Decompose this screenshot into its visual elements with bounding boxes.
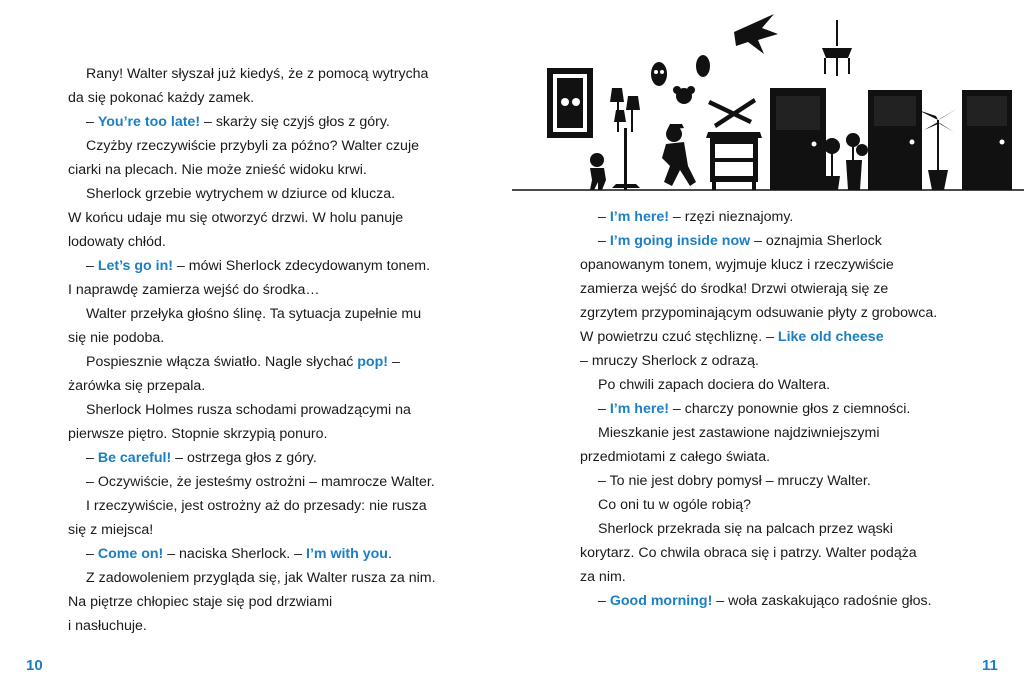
text-line: [68, 518, 448, 542]
text-segment: –: [598, 209, 610, 225]
text-segment: – skarży się czyjś głos z góry.: [200, 114, 390, 130]
english-phrase: Let’s go in!: [97, 258, 173, 274]
text-segment: lodowaty chłód.: [68, 234, 166, 250]
text-line: [68, 374, 448, 398]
text-line: [580, 541, 965, 565]
text-segment: –: [86, 546, 98, 562]
text-line: [68, 86, 448, 110]
text-segment: – mówi Sherlock zdecydowanym tonem.: [172, 258, 431, 274]
text-line: [580, 493, 965, 517]
text-segment: – naciska Sherlock. –: [163, 546, 306, 562]
text-line: [68, 422, 448, 446]
text-segment: i nasłuchuje.: [68, 618, 147, 634]
text-segment: W końcu udaje mu się otworzyć drzwi. W holu panuje: [68, 210, 404, 226]
text-segment: –: [86, 114, 98, 130]
text-line: [68, 134, 448, 158]
text-segment: opanowanym tonem, wyjmuje klucz i rzeczywiście: [580, 257, 894, 273]
text-line: [580, 229, 965, 253]
english-phrase: I’m going inside now: [609, 233, 751, 249]
text-segment: –: [388, 354, 400, 370]
text-segment: I naprawdę zamierza wejść do środka…: [68, 282, 320, 298]
text-line: [68, 158, 448, 182]
text-line: [68, 470, 448, 494]
english-phrase: Good morning!: [609, 593, 713, 609]
page-number-left: 10: [26, 657, 43, 674]
text-segment: Na piętrze chłopiec staje się pod drzwiami: [68, 594, 333, 610]
text-segment: W powietrzu czuć stęchliznę. –: [580, 329, 778, 345]
left-page-text: [68, 62, 448, 638]
text-segment: się z miejsca!: [68, 522, 154, 538]
text-segment: żarówka się przepala.: [68, 378, 206, 394]
text-line: [580, 517, 965, 541]
text-segment: Po chwili zapach dociera do Waltera.: [598, 377, 831, 393]
text-segment: za nim.: [580, 569, 626, 585]
english-phrase: I’m here!: [609, 401, 669, 417]
text-segment: da się pokonać każdy zamek.: [68, 90, 255, 106]
text-line: [68, 542, 448, 566]
text-segment: – rzęzi nieznajomy.: [668, 209, 794, 225]
text-segment: przedmiotami z całego świata.: [580, 449, 771, 465]
text-line: [580, 277, 965, 301]
text-segment: Pospiesznie włącza światło. Nagle słychać: [86, 354, 358, 370]
text-line: [68, 350, 448, 374]
english-phrase: I’m here!: [609, 209, 669, 225]
text-segment: Rany! Walter słyszał już kiedyś, że z pomocą wytrycha: [86, 66, 429, 82]
text-line: [580, 253, 965, 277]
text-segment: –: [598, 593, 610, 609]
text-segment: – charczy ponownie głos z ciemności.: [668, 401, 911, 417]
text-segment: –: [86, 450, 98, 466]
right-page: [512, 0, 1024, 699]
text-segment: korytarz. Co chwila obraca się i patrzy. Walter podąża: [580, 545, 917, 561]
text-line: [68, 62, 448, 86]
text-line: [68, 614, 448, 638]
text-segment: I rzeczywiście, jest ostrożny aż do przesady: nie rusza: [86, 498, 427, 514]
text-segment: Sherlock Holmes rusza schodami prowadzącymi na: [86, 402, 411, 418]
text-line: [68, 302, 448, 326]
text-segment: Z zadowoleniem przygląda się, jak Walter rusza za nim.: [86, 570, 436, 586]
text-segment: – To nie jest dobry pomysł – mruczy Walter.: [598, 473, 871, 489]
text-line: [68, 326, 448, 350]
text-segment: Sherlock przekrada się na palcach przez wąski: [598, 521, 893, 537]
text-segment: Walter przełyka głośno ślinę. Ta sytuacja zupełnie mu: [86, 306, 422, 322]
text-line: [580, 325, 965, 349]
text-segment: zamierza wejść do środka! Drzwi otwierają się ze: [580, 281, 889, 297]
text-segment: – oznajmia Sherlock: [750, 233, 882, 249]
text-segment: się nie podoba.: [68, 330, 165, 346]
text-segment: ciarki na plecach. Nie może znieść widoku krwi.: [68, 162, 367, 178]
text-line: [68, 398, 448, 422]
text-line: [68, 590, 448, 614]
text-line: [580, 445, 965, 469]
text-line: [68, 566, 448, 590]
text-segment: –: [598, 401, 610, 417]
english-phrase: You’re too late!: [97, 114, 201, 130]
text-segment: Co oni tu w ogóle robią?: [598, 497, 752, 513]
text-line: [68, 110, 448, 134]
text-segment: –: [86, 258, 98, 274]
text-line: [68, 494, 448, 518]
text-segment: – mruczy Sherlock z odrazą.: [580, 353, 759, 369]
text-line: [580, 397, 965, 421]
english-phrase: Like old cheese: [777, 329, 884, 345]
text-segment: – ostrzega głos z góry.: [171, 450, 317, 466]
text-line: [580, 589, 965, 613]
english-phrase: pop!: [357, 354, 388, 370]
text-segment: – woła zaskakująco radośnie głos.: [712, 593, 932, 609]
text-line: [68, 254, 448, 278]
right-page-text: [580, 205, 965, 613]
text-segment: .: [387, 546, 392, 562]
text-line: [580, 565, 965, 589]
english-phrase: Come on!: [97, 546, 164, 562]
text-segment: Mieszkanie jest zastawione najdziwniejszymi: [598, 425, 880, 441]
text-line: [580, 301, 965, 325]
text-segment: –: [598, 233, 610, 249]
text-segment: Czyżby rzeczywiście przybyli za późno? Walter czuje: [86, 138, 419, 154]
text-line: [68, 278, 448, 302]
text-line: [580, 349, 965, 373]
text-segment: Sherlock grzebie wytrychem w dziurce od klucza.: [86, 186, 396, 202]
english-phrase: I’m with you: [306, 546, 388, 562]
english-phrase: Be careful!: [97, 450, 172, 466]
hallway-silhouette-illustration: [512, 0, 1024, 200]
text-line: [68, 446, 448, 470]
text-segment: – Oczywiście, że jesteśmy ostrożni – mamrocze Walter.: [86, 474, 435, 490]
page-number-right: 11: [982, 657, 998, 674]
text-line: [68, 206, 448, 230]
text-line: [68, 182, 448, 206]
text-segment: pierwsze piętro. Stopnie skrzypią ponuro.: [68, 426, 328, 442]
text-line: [580, 421, 965, 445]
text-line: [580, 205, 965, 229]
text-segment: zgrzytem przypominającym odsuwanie płyty z grobowca.: [580, 305, 938, 321]
text-line: [580, 373, 965, 397]
text-line: [580, 469, 965, 493]
text-line: [68, 230, 448, 254]
